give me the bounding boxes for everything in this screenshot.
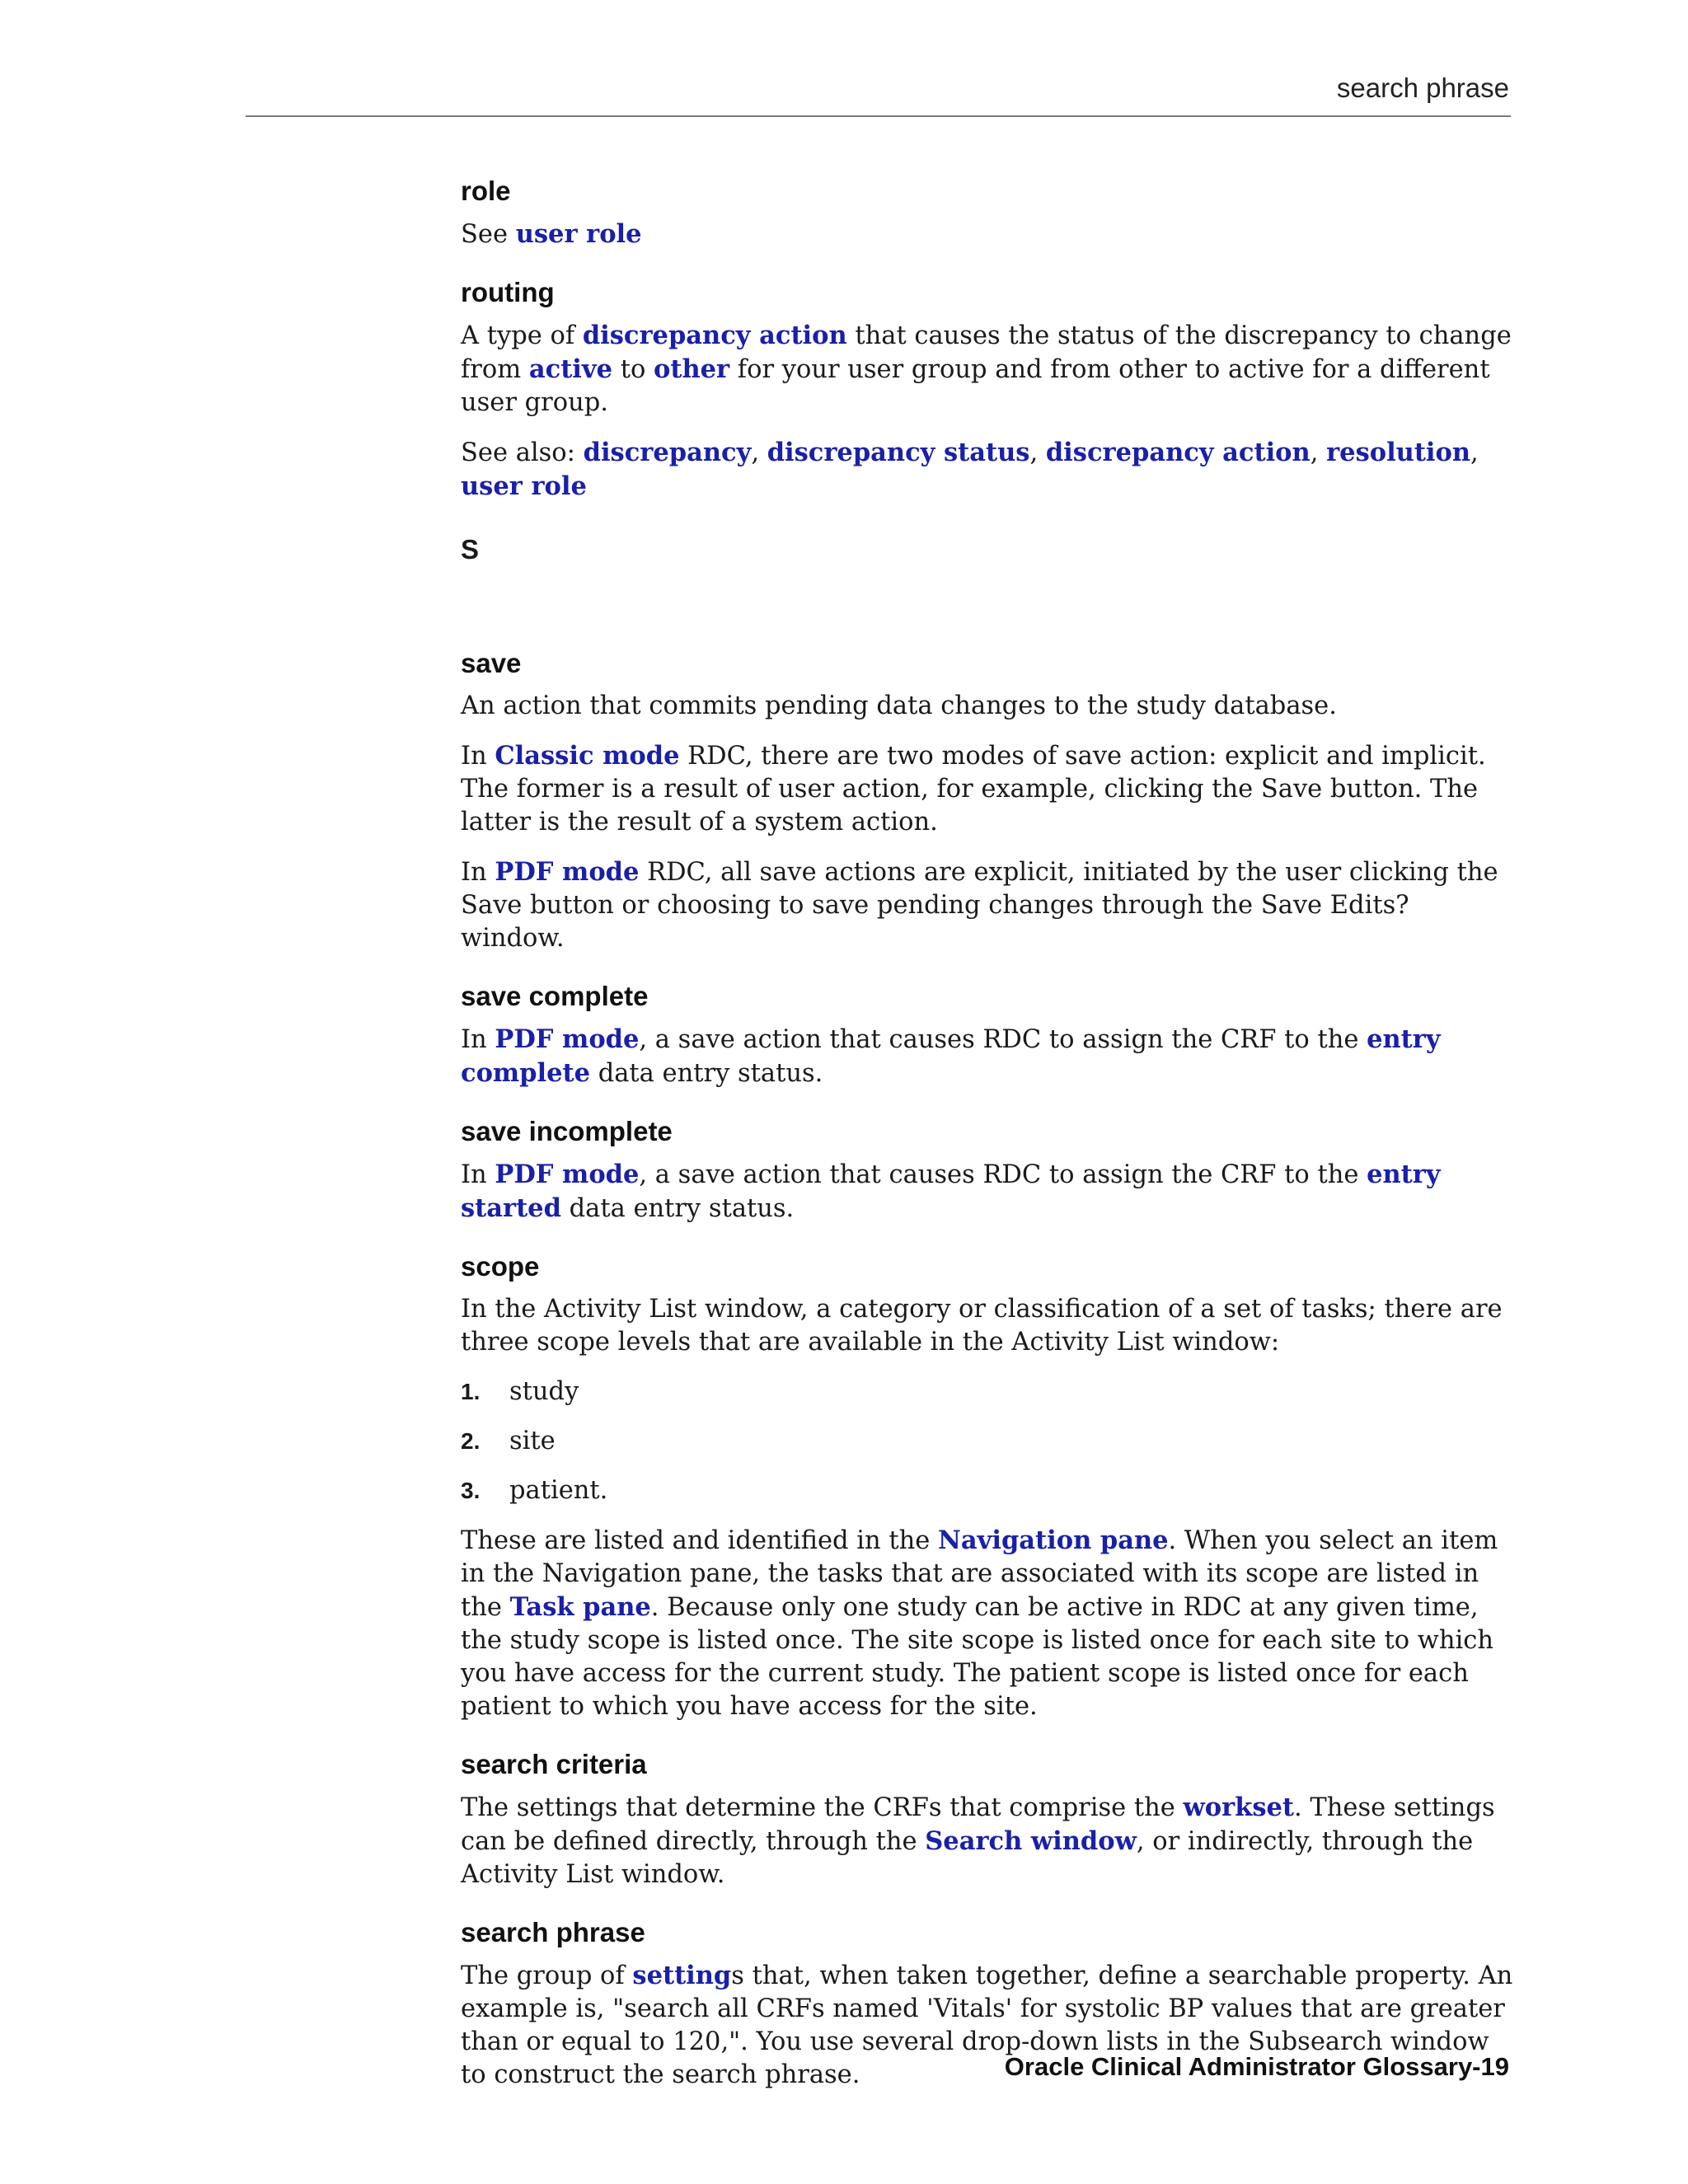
scope-definition-1 [461, 1293, 1516, 1359]
section-letter-s: S [461, 534, 480, 565]
text-run: In [461, 1025, 495, 1054]
text-run: data entry status. [590, 1059, 823, 1088]
text-run: s that, when taken together, define a searchable property. An example is, "search all CRFs named 'Vitals' for systolic BP values that are greater than or equal to 120,". You use several drop-down lists in the Subsearch window to construct the search phrase. [461, 1961, 1513, 2089]
scope-definition-2 [461, 1524, 1516, 1723]
glossary-link-discrepancy-action[interactable]: discrepancy action [1045, 438, 1311, 467]
glossary-link-setting[interactable]: setting [632, 1961, 732, 1990]
list-item [461, 1425, 1516, 1458]
text-run: The group of [461, 1961, 633, 1990]
list-item-text: study [509, 1377, 579, 1406]
text-run: . These settings can be defined directly, through the [461, 1793, 1495, 1856]
text-run: In the Activity List window, a category or classification of a set of tasks; there are three scope levels that are available in the Activity List window: [461, 1295, 1503, 1357]
glossary-link-entry-started[interactable]: entry started [461, 1160, 1441, 1223]
term-routing: routing [461, 277, 555, 307]
routing-definition [461, 319, 1516, 419]
text-run: . Because only one study can be active in RDC at any given time, the study scope is listed once. The site scope is listed once for each site to which you have access for the current study. The patient scope is listed once for each patient to which you have access for the site. [461, 1593, 1493, 1721]
text-run: , a save action that causes RDC to assign the CRF to the [639, 1160, 1367, 1189]
text-run: See also: [461, 438, 584, 467]
glossary-link-discrepancy-action[interactable]: discrepancy action [582, 321, 847, 350]
scope-levels-list [461, 1376, 1516, 1507]
glossary-link-navigation-pane[interactable]: Navigation pane [938, 1526, 1169, 1555]
text-run: for your user group and from other to active for a different user group. [461, 355, 1490, 417]
text-run: , [1029, 438, 1046, 467]
list-item-number: 1. [461, 1379, 481, 1404]
term-search-phrase: search phrase [461, 1917, 645, 1947]
glossary-link-resolution[interactable]: resolution [1326, 438, 1471, 467]
list-item-text: site [509, 1427, 556, 1455]
text-run: The settings that determine the CRFs that comprise the [461, 1793, 1184, 1822]
glossary-link-workset[interactable]: workset [1183, 1793, 1295, 1822]
text-run: . When you select an item in the Navigation pane, the tasks that are associated with its scope are listed in the [461, 1526, 1498, 1622]
text-run: In [461, 742, 495, 771]
term-scope: scope [461, 1251, 540, 1282]
glossary-link-pdf-mode[interactable]: PDF mode [495, 857, 640, 887]
list-item-text: patient. [509, 1476, 608, 1505]
text-run: See [461, 220, 516, 249]
glossary-link-user-role[interactable]: user role [461, 471, 587, 501]
term-save-incomplete: save incomplete [461, 1116, 673, 1146]
text-run: In [461, 858, 495, 887]
text-run: data entry status. [560, 1194, 795, 1223]
text-run: A type of [461, 321, 583, 350]
save-definition-3 [461, 855, 1516, 955]
text-run: that causes the status of the discrepancy to change from [461, 321, 1512, 384]
list-item-number: 3. [461, 1478, 481, 1503]
save-incomplete-definition [461, 1158, 1516, 1226]
text-run: , [1310, 438, 1327, 467]
text-run: , or indirectly, through the Activity List window. [461, 1827, 1474, 1889]
glossary-link-search-window[interactable]: Search window [925, 1826, 1137, 1856]
glossary-link-user-role[interactable]: user role [515, 219, 642, 249]
text-run: , [1470, 438, 1479, 467]
glossary-link-pdf-mode[interactable]: PDF mode [495, 1160, 640, 1189]
text-run: RDC, all save actions are explicit, initiated by the user clicking the Save button or choosing to save pending changes through the Save Edits? window. [461, 858, 1498, 953]
routing-see-also [461, 436, 1516, 504]
text-run: , a save action that causes RDC to assign the CRF to the [639, 1025, 1367, 1054]
list-item [461, 1376, 1516, 1408]
glossary-link-task-pane[interactable]: Task pane [509, 1592, 651, 1622]
save-definition-2 [461, 739, 1516, 839]
list-item [461, 1474, 1516, 1507]
glossary-link-discrepancy-status[interactable]: discrepancy status [767, 438, 1030, 467]
text-run: RDC, there are two modes of save action: explicit and implicit. The former is a result of user action, for example, clicking the Save button. The latter is the result of a system action. [461, 742, 1486, 837]
role-definition [461, 218, 1516, 251]
search-criteria-definition [461, 1791, 1516, 1891]
glossary-link-discrepancy[interactable]: discrepancy [583, 438, 752, 467]
text-run: In [461, 1160, 495, 1189]
save-definition-1 [461, 690, 1516, 723]
save-complete-definition [461, 1023, 1516, 1090]
glossary-link-active[interactable]: active [528, 354, 612, 384]
term-save: save [461, 648, 522, 678]
text-run: An action that commits pending data changes to the study database. [461, 691, 1337, 720]
glossary-link-classic-mode[interactable]: Classic mode [495, 741, 680, 771]
running-head: search phrase [1336, 73, 1509, 103]
term-save-complete: save complete [461, 981, 649, 1011]
text-run: , [751, 438, 767, 467]
glossary-content [461, 165, 1516, 2092]
glossary-link-pdf-mode[interactable]: PDF mode [495, 1024, 640, 1054]
glossary-link-entry-complete[interactable]: entry complete [461, 1024, 1441, 1088]
term-search-criteria: search criteria [461, 1749, 647, 1779]
term-role: role [461, 176, 511, 206]
list-item-number: 2. [461, 1428, 481, 1454]
text-run: to [612, 355, 654, 384]
text-run: These are listed and identified in the [461, 1526, 939, 1555]
footer-page-label: Oracle Clinical Administrator Glossary-19 [1004, 2052, 1509, 2081]
header-rule [246, 115, 1511, 117]
glossary-link-other[interactable]: other [654, 354, 730, 384]
